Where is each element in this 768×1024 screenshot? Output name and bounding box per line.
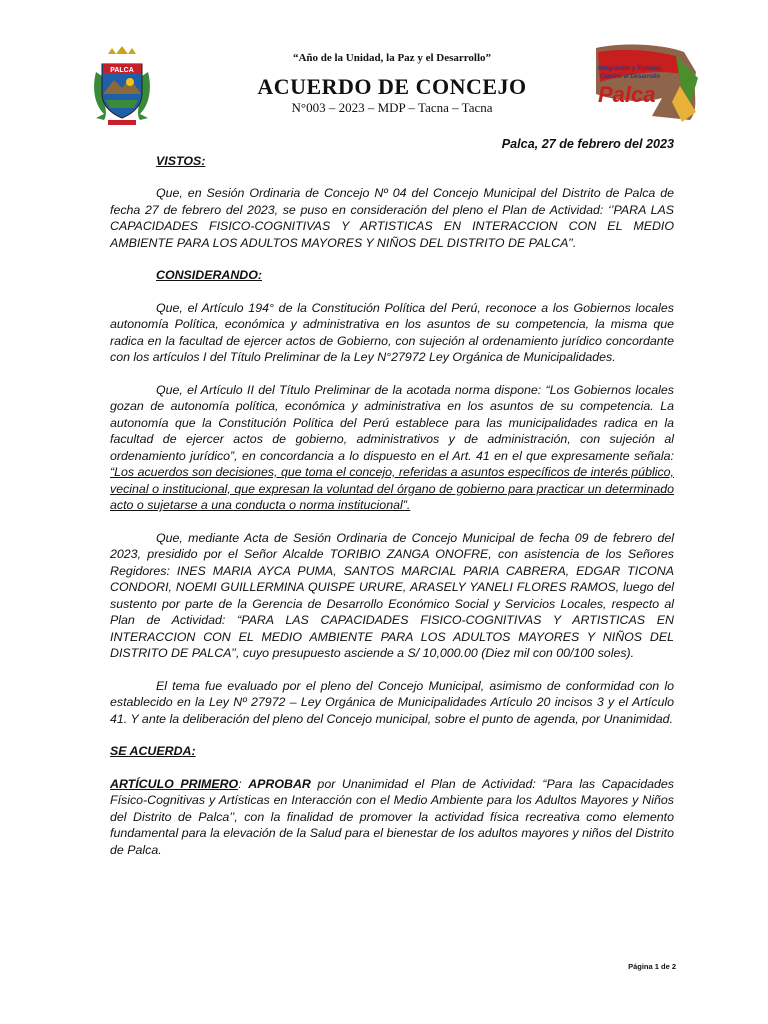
article-label: ARTÍCULO PRIMERO <box>110 776 239 791</box>
se-acuerda-heading: SE ACUERDA: <box>110 744 196 758</box>
logo-wordmark: Palca <box>598 82 656 107</box>
vistos-heading: VISTOS: <box>156 153 206 168</box>
article-verb: APROBAR <box>248 776 311 791</box>
date-line: Palca, 27 de febrero del 2023 <box>501 137 674 151</box>
considerando-paragraph-1: Que, el Artículo 194° de la Constitución Política del Perú, reconoce a los Gobiernos locales autonomía Política, económica y administrativa en los asuntos de su competencia, la misma que radica en la facultad de ejercer actos de Gobierno, con sujeción al ordenamiento jurídico concordante con los artículos I del Título Preliminar de la Ley N°27972 Ley Orgánica de Municipalidades. <box>110 300 674 364</box>
paragraph-2-text: Que, el Artículo II del Título Preliminar de la acotada norma dispone: “Los Gobiernos locales gozan de autonomía política, económica y administrativa en los asuntos de su competencia. La autonomía que la Constitución Política del Perú establece para las municipalidades radica en la facultad de ejercer actos de gobierno, administrativos y de administración, con sujeción al ordenamiento jurídico”, en concordancia a lo dispuesto en el Art. 41 en el que expresamente señala: <box>110 382 674 463</box>
vistos-paragraph: Que, en Sesión Ordinaria de Concejo Nº 04 del Concejo Municipal del Distrito de Palca de fecha 27 de febrero del 2023, se puso en consideración del pleno el Plan de Actividad: ‘’PARA LAS CAPACIDADES FISICO-COGNITIVAS Y ARTISTICAS EN INTERACCION CON EL MEDIO AMBIENTE PARA LOS ADULTOS MAYORES Y NIÑOS DEL DISTRITO DE PALCA’’. <box>110 186 674 250</box>
municipal-crest-logo <box>86 42 158 128</box>
document-number: N°003 – 2023 – MDP – Tacna – Tacna <box>291 100 493 115</box>
considerando-paragraph-4: El tema fue evaluado por el pleno del Concejo Municipal, asimismo de conformidad con lo establecido en la Ley Nº 27972 – Ley Orgánica de Municipalidades Artículo 20 incisos 3 y el Artículo 41. Y ante la deliberación del pleno del Concejo municipal, sobre el punto de agenda, por Unanimidad. <box>110 678 674 726</box>
logo-tagline-1: Integración y Turismo, <box>598 66 663 72</box>
document-title: ACUERDO DE CONCEJO <box>257 74 527 99</box>
article-text: por Unanimidad el Plan de Actividad: “Para las Capacidades Físico-Cognitivas y Artísticas en Interacción con el Medio Ambiente para los Adultos Mayores y Niños del Distrito de Palca’’, con la finalidad de promover la actividad física recreativa como elemento fundamental para la elevación de la Salud para el bienestar de los adultos mayores y niños del Distrito de Palca. <box>110 776 674 857</box>
articulo-primero <box>110 776 674 859</box>
crest-label: PALCA <box>110 67 134 74</box>
year-motto: “Año de la Unidad, la Paz y el Desarrollo” <box>292 52 492 64</box>
palca-tourism-logo <box>592 42 704 124</box>
paragraph-2-quote: “Los acuerdos son decisiones, que toma el concejo, referidas a asuntos específicos de interés público, vecinal o institucional, que expresan la voluntad del órgano de gobierno para practicar un determinado acto o sujetarse a una conducta o norma institucional”. <box>110 465 674 512</box>
logo-tagline-2: Camino al Desarrollo <box>600 74 661 80</box>
document-body <box>110 136 674 858</box>
considerando-paragraph-3: Que, mediante Acta de Sesión Ordinaria de Concejo Municipal de fecha 09 de febrero del 2023, presidido por el Señor Alcalde TORIBIO ZANGA ONOFRE, con asistencia de los Señores Regidores: INES MARIA AYCA PUMA, SANTOS MARCIAL PARIA CABRERA, EDGAR TICONA CONDORI, NOEMI GUILLERMINA QUISPE URURE, ARASELY YANELI FLORES RAMOS, luego del sustento por parte de la Gerencia de Desarrollo Económico Social y Servicios Locales, respecto al Plan de Actividad: “PARA LAS CAPACIDADES FISICO-COGNITIVAS Y ARTISTICAS EN INTERACCION CON EL MEDIO AMBIENTE PARA LOS ADULTOS MAYORES Y NIÑOS DEL DISTRITO DE PALCA’’, cuyo presupuesto asciende a S/ 10,000.00 (Diez mil con 00/100 soles). <box>110 530 674 660</box>
considerando-heading: CONSIDERANDO: <box>156 268 263 282</box>
article-colon: : <box>238 776 249 791</box>
considerando-paragraph-2 <box>110 382 674 514</box>
page-number: Página 1 de 2 <box>628 962 676 971</box>
